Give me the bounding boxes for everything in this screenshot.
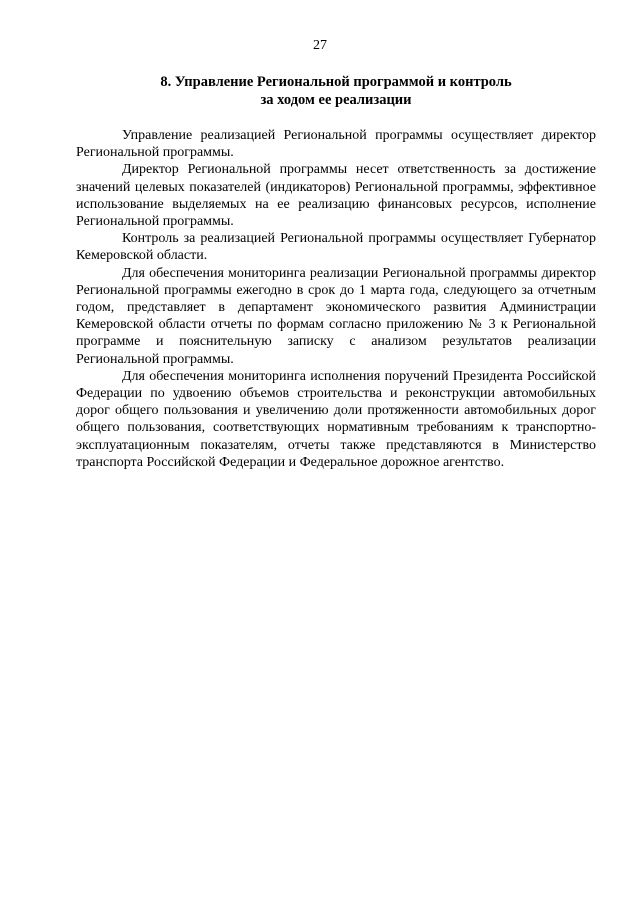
paragraph-president-orders: Для обеспечения мониторинга исполнения поручений Президента Российской Федерации по удвоению объемов строительства и реконструкции автомобильных дорог общего пользования и увеличению доли протяженности автомобильных дорог общего пользования, соответствующих нормативным требованиям к транспортно-эксплуатационным показателям, отчеты также представляются в Министерство транспорта Российской Федерации и Федеральное дорожное агентство. bbox=[76, 368, 596, 470]
page-number: 27 bbox=[313, 38, 327, 53]
section-title bbox=[76, 73, 596, 109]
paragraph-monitoring-reports: Для обеспечения мониторинга реализации Региональной программы директор Региональной программы ежегодно в срок до 1 марта года, следующего за отчетным годом, представляет в департамент экономического развития Администрации Кемеровской области отчеты по формам согласно приложению № 3 к Региональной программе и пояснительную записку с анализом результатов реализации Региональной программы. bbox=[76, 265, 596, 367]
paragraph-director-responsibility: Директор Региональной программы несет ответственность за достижение значений целевых показателей (индикаторов) Региональной программы, эффективное использование выделяемых на ее реализацию финансовых ресурсов, исполнение Региональной программы. bbox=[76, 162, 596, 230]
section-title-line-2: за ходом ее реализации bbox=[260, 92, 412, 108]
section-body bbox=[76, 127, 596, 471]
paragraph-control: Контроль за реализацией Региональной программы осуществляет Губернатор Кемеровской области. bbox=[76, 231, 596, 264]
section-title-line-1: 8. Управление Региональной программой и контроль bbox=[160, 74, 512, 90]
paragraph-management: Управление реализацией Региональной программы осуществляет директор Региональной программы. bbox=[76, 128, 596, 161]
